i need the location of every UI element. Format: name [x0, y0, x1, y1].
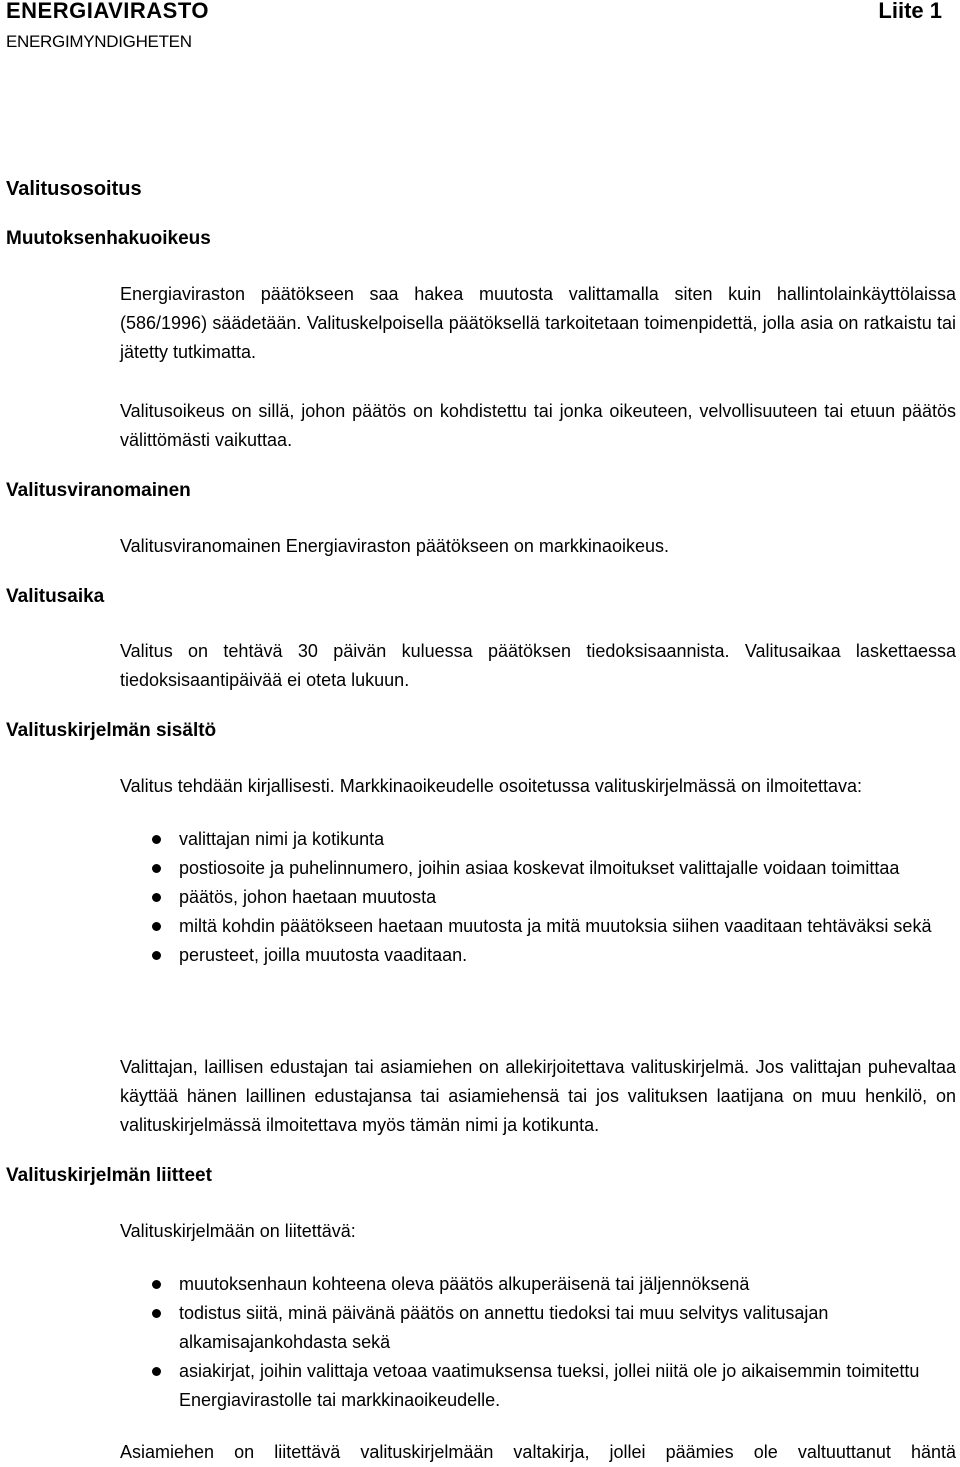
bullet-icon — [152, 835, 161, 844]
paragraph-attachments-intro: Valituskirjelmään on liitettävä: — [120, 1221, 356, 1241]
heading-valitusaika: Valitusaika — [6, 586, 105, 607]
bullet-icon — [152, 893, 161, 902]
heading-muutoksenhakuoikeus: Muutoksenhakuoikeus — [6, 228, 211, 249]
paragraph-appeal-authority: Valitusviranomainen Energiaviraston päätökseen on markkinaoikeus. — [120, 536, 669, 556]
list-item: miltä kohdin päätökseen haetaan muutosta ja mitä muutoksia siihen vaaditaan tehtäväksi sekä — [120, 912, 956, 941]
list-item: muutoksenhaun kohteena oleva päätös alkuperäisenä tai jäljennöksenä — [120, 1270, 956, 1299]
content-requirements-list — [120, 825, 956, 970]
annex-label: Liite 1 — [878, 0, 942, 23]
list-item: todistus siitä, minä päivänä päätös on annettu tiedoksi tai muu selvitys valitusajan alkamisajankohdasta sekä — [120, 1299, 956, 1357]
organization-name-swedish: ENERGIMYNDIGHETEN — [6, 32, 192, 51]
bullet-icon — [152, 1280, 161, 1289]
list-item: postiosoite ja puhelinnumero, joihin asiaa koskevat ilmoitukset valittajalle voidaan toimittaa — [120, 854, 956, 883]
attachments-list — [120, 1270, 956, 1415]
organization-name: ENERGIAVIRASTO — [6, 0, 209, 23]
list-item: päätös, johon haetaan muutosta — [120, 883, 956, 912]
heading-valituskirjelman-liitteet: Valituskirjelmän liitteet — [6, 1165, 212, 1186]
document-title: Valitusosoitus — [6, 178, 142, 200]
bullet-icon — [152, 951, 161, 960]
paragraph-appeal-standing: Valitusoikeus on sillä, johon päätös on kohdistettu tai jonka oikeuteen, velvollisuuteen tai etuun päätös välittömästi vaikuttaa. — [120, 401, 956, 450]
bullet-icon — [152, 1309, 161, 1318]
heading-valituskirjelman-sisalto: Valituskirjelmän sisältö — [6, 720, 217, 741]
bullet-icon — [152, 864, 161, 873]
list-item: perusteet, joilla muutosta vaaditaan. — [120, 941, 956, 970]
bullet-icon — [152, 1367, 161, 1376]
paragraph-appeal-right: Energiaviraston päätökseen saa hakea muutosta valittamalla siten kuin hallintolainkäyttölaissa (586/1996) säädetään. Valituskelpoisella päätöksellä tarkoitetaan toimenpidettä, jolla asia on ratkaistu tai jätetty tutkimatta. — [120, 284, 956, 362]
list-item: asiakirjat, joihin valittaja vetoaa vaatimuksensa tueksi, jollei niitä ole jo aikaisemmin toimitettu Energiavirastolle tai markkinaoikeudelle. — [120, 1357, 956, 1415]
paragraph-power-of-attorney: Asiamiehen on liitettävä valituskirjelmään valtakirja, jollei päämies ole valtuuttanut häntä — [120, 1442, 956, 1462]
list-item: valittajan nimi ja kotikunta — [120, 825, 956, 854]
paragraph-content-intro: Valitus tehdään kirjallisesti. Markkinaoikeudelle osoitetussa valituskirjelmässä on ilmoitettava: — [120, 776, 863, 796]
paragraph-appeal-period: Valitus on tehtävä 30 päivän kuluessa päätöksen tiedoksisaannista. Valitusaikaa laskettaessa tiedoksisaantipäivää ei oteta lukuun. — [120, 641, 956, 690]
bullet-icon — [152, 922, 161, 931]
heading-valitusviranomainen: Valitusviranomainen — [6, 480, 191, 501]
paragraph-signature-requirement: Valittajan, laillisen edustajan tai asiamiehen on allekirjoitettava valituskirjelmä. Jos valittajan puhevaltaa käyttää hänen laillinen edustajansa tai asiamiehensä tai jos valituksen laatijana on muu henkilö, on valituskirjelmässä ilmoitettava myös tämän nimi ja kotikunta. — [120, 1057, 956, 1135]
